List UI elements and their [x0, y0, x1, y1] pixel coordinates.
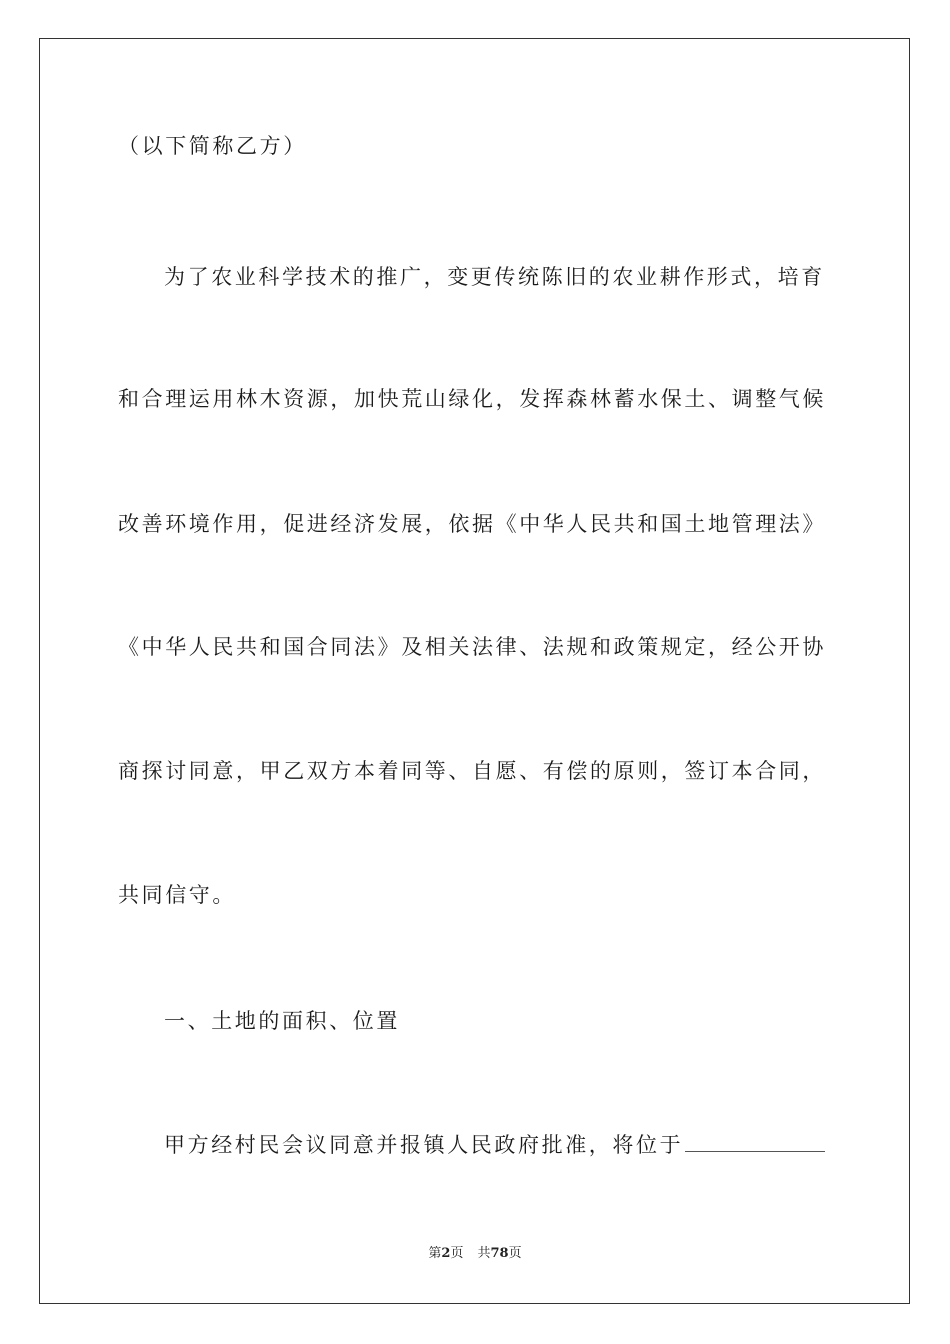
section-heading: 一、土地的面积、位置: [164, 1009, 400, 1033]
text-line-9: [164, 1130, 825, 1160]
text-line-5: 《中华人民共和国合同法》及相关法律、法规和政策规定，经公开协: [118, 635, 826, 659]
fill-in-blank: [685, 1150, 825, 1152]
total-pages: 78: [490, 1246, 509, 1261]
page-footer: [0, 1244, 950, 1264]
total-prefix: 共: [477, 1246, 491, 1261]
text-line-3: 和合理运用林木资源，加快荒山绿化，发挥森林蓄水保土、调整气候: [118, 387, 826, 411]
page-suffix: 页: [450, 1246, 464, 1261]
page-frame: [39, 38, 910, 1304]
text-line-7: 共同信守。: [118, 883, 236, 907]
text-line-4: 改善环境作用，促进经济发展，依据《中华人民共和国土地管理法》: [118, 512, 826, 536]
page-prefix: 第: [428, 1246, 442, 1261]
text-line-6: 商探讨同意，甲乙双方本着同等、自愿、有偿的原则，签订本合同，: [118, 759, 826, 783]
page-number: 2: [441, 1246, 451, 1261]
total-suffix: 页: [508, 1246, 522, 1261]
text-line-9-content: 甲方经村民会议同意并报镇人民政府批准，将位于: [164, 1133, 684, 1157]
text-line-2: 为了农业科学技术的推广，变更传统陈旧的农业耕作形式，培育: [164, 265, 825, 289]
text-line-1: （以下简称乙方）: [118, 134, 307, 158]
